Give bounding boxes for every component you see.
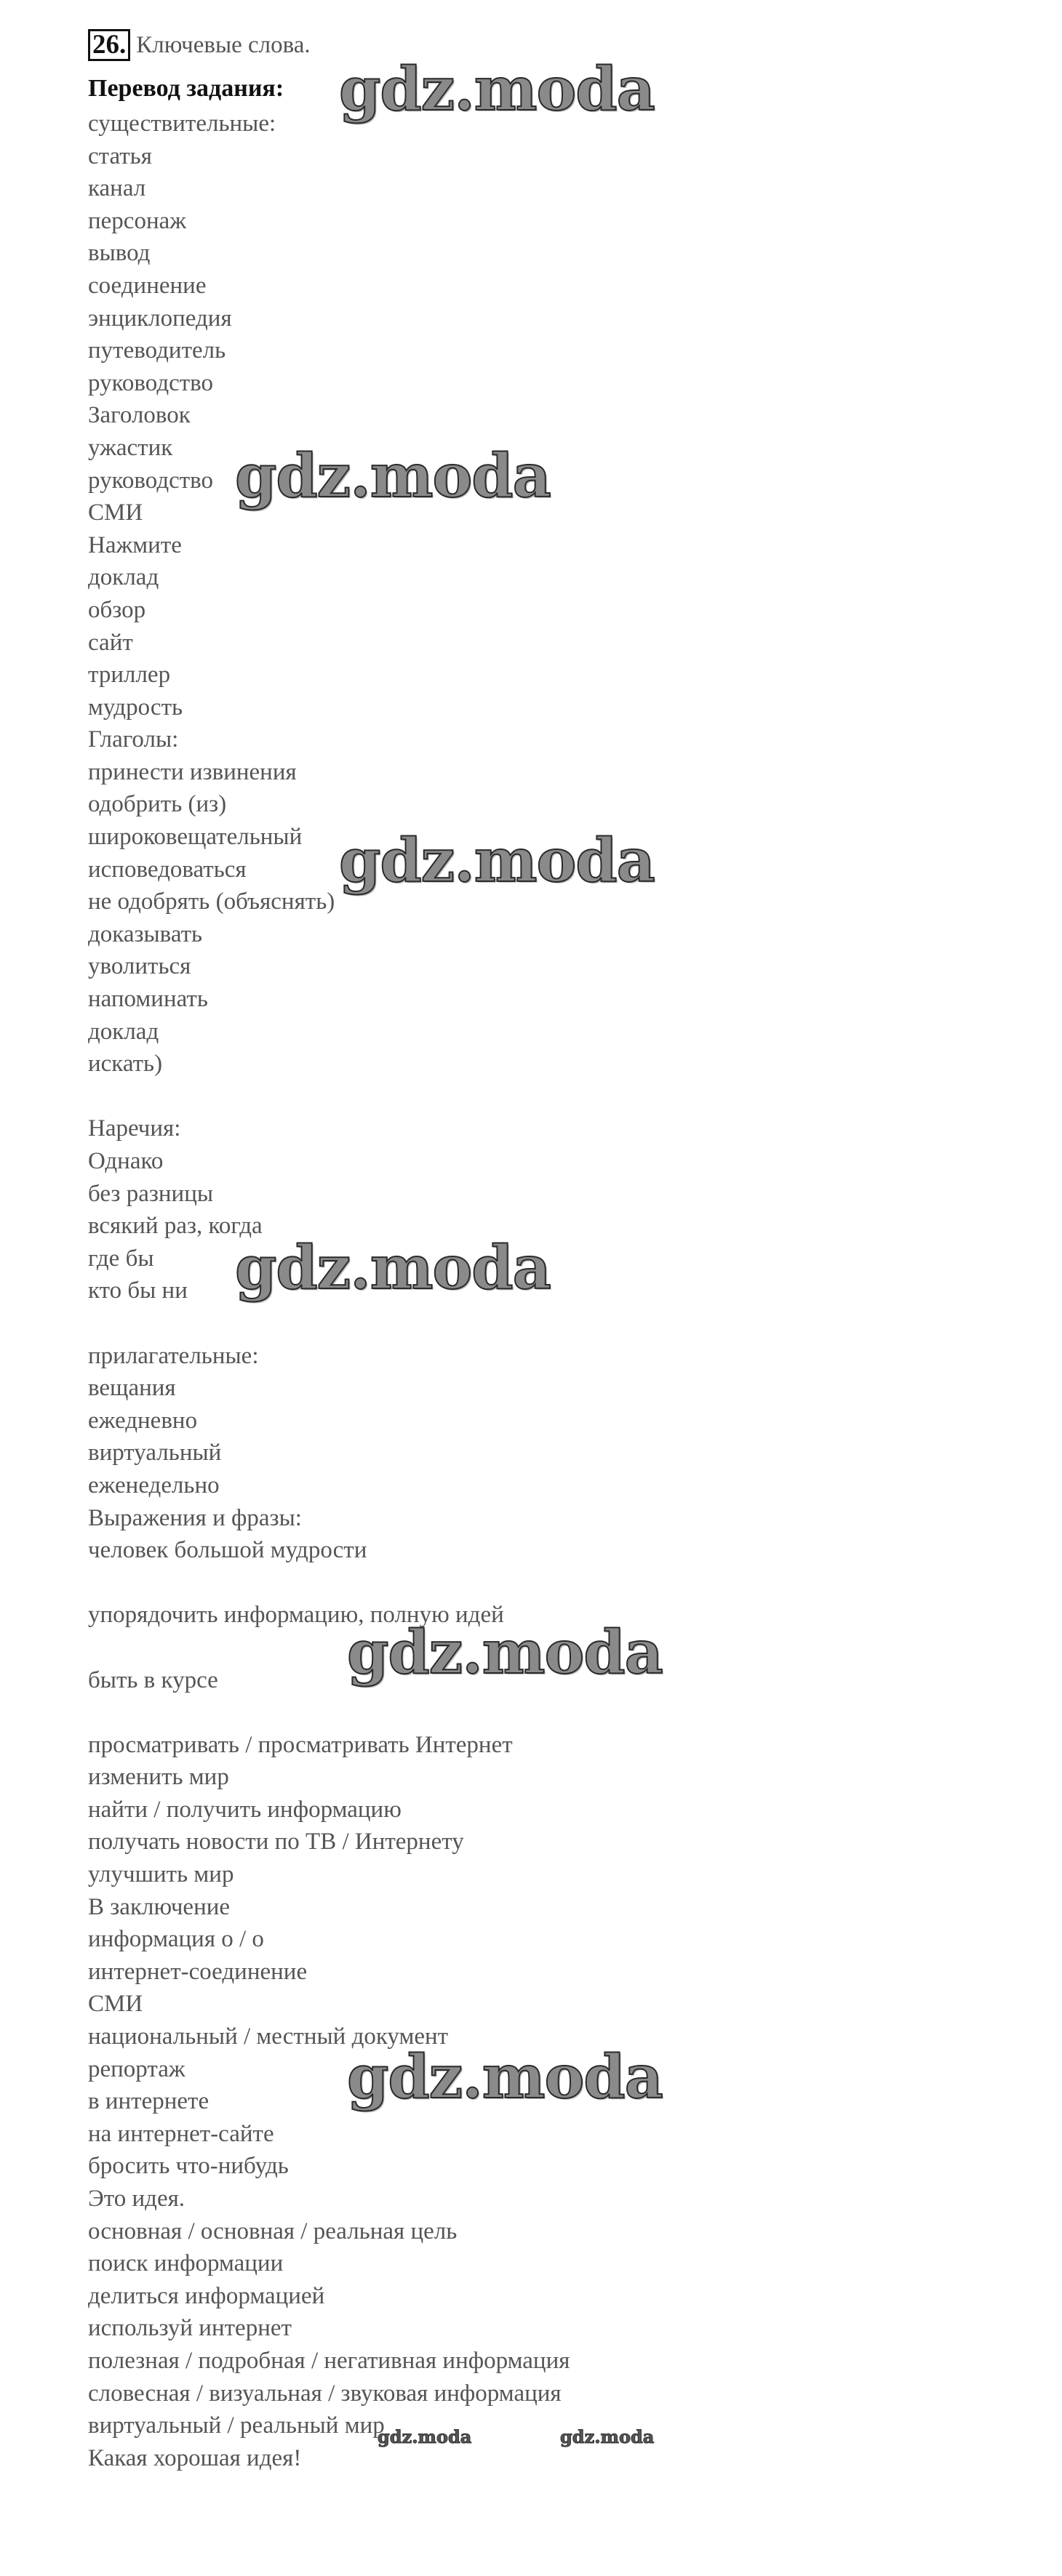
list-item: Какая хорошая идея! [88,2444,302,2471]
list-item: еженедельно [88,1472,220,1498]
list-item: вывод [88,240,151,267]
list-item: просматривать / просматривать Интернет [88,1731,513,1758]
watermark: gdz.moda [235,1233,551,1303]
watermark: gdz.moda [347,1618,663,1688]
blank-line [88,1567,961,1600]
blank-line [88,1632,961,1664]
watermark: gdz.moda [560,2426,655,2447]
list-item: путеводитель [88,337,226,364]
list-item: используй интернет [88,2315,292,2342]
exercise-title: Ключевые слова. [136,31,311,58]
list-item: репортаж [88,2055,185,2082]
list-item: быть в курсе [88,1666,218,1693]
list-item: В заключение [88,1893,231,1920]
list-item: СМИ [88,1991,143,2018]
list-item: национальный / местный документ [88,2023,449,2050]
list-item: Заголовок [88,402,191,429]
blank-line [88,1696,961,1729]
list-item: триллер [88,662,171,689]
exercise-number: 26. [88,29,130,61]
list-item: персонаж [88,207,187,234]
list-item: исповедоваться [88,856,247,883]
list-item: обзор [88,596,146,623]
list-item: всякий раз, когда [88,1213,263,1240]
translation-label: Перевод задания: [88,75,284,102]
watermark: gdz.moda [347,2042,663,2112]
list-item: существительные: [88,111,276,137]
list-item: без разницы [88,1180,214,1207]
list-item: ужастик [88,434,173,461]
list-item: Однако [88,1148,164,1174]
list-item: не одобрять (объяснять) [88,888,335,915]
list-item: СМИ [88,499,143,526]
list-item: широковещательный [88,824,303,851]
document-page [88,28,961,2474]
watermark: gdz.moda [339,55,655,124]
list-item: руководство [88,467,214,494]
watermark: gdz.moda [339,826,655,896]
list-item: энциклопедия [88,305,232,332]
blank-line [88,1307,961,1340]
list-item: доклад [88,564,159,591]
list-item: бросить что-нибудь [88,2153,289,2180]
list-item: вещания [88,1375,176,1402]
list-item: получать новости по ТВ / Интернету [88,1829,464,1855]
watermark: gdz.moda [378,2426,472,2447]
list-item: доклад [88,1018,159,1045]
list-item: принести извинения [88,758,297,785]
list-item: Выражения и фразы: [88,1504,302,1531]
list-item: основная / основная / реальная цель [88,2218,458,2244]
list-item: статья [88,143,152,169]
list-item: делиться информацией [88,2282,325,2309]
list-item: словесная / визуальная / звуковая информация [88,2380,562,2407]
list-item: поиск информации [88,2250,284,2277]
list-item: Это идея. [88,2186,185,2212]
list-item: виртуальный [88,1440,222,1466]
list-item: уволиться [88,953,191,980]
list-item: напоминать [88,986,208,1013]
list-item: прилагательные: [88,1342,259,1369]
list-item: канал [88,175,146,202]
word-list [88,108,961,2474]
list-item: найти / получить информацию [88,1796,402,1823]
list-item: кто бы ни [88,1277,188,1304]
list-item: доказывать [88,920,203,947]
list-item: соединение [88,272,207,299]
list-item: упорядочить информацию, полную идей [88,1602,504,1629]
list-item: интернет-соединение [88,1958,308,1985]
list-item: ежедневно [88,1407,198,1434]
list-item: виртуальный / реальный мир [88,2412,385,2439]
blank-line [88,1080,961,1113]
list-item: Нажмите [88,531,182,558]
list-item: искать) [88,1051,163,1078]
watermark: gdz.moda [235,441,551,511]
list-item: одобрить (из) [88,791,227,818]
list-item: человек большой мудрости [88,1537,367,1564]
list-item: на интернет-сайте [88,2120,274,2147]
list-item: мудрость [88,694,183,721]
exercise-header [88,28,961,63]
list-item: в интернете [88,2088,209,2115]
list-item: информация о / о [88,1926,264,1953]
list-item: руководство [88,369,214,396]
list-item: где бы [88,1245,154,1272]
list-item: сайт [88,629,133,656]
list-item: Глаголы: [88,726,179,753]
list-item: изменить мир [88,1764,229,1791]
list-item: улучшить мир [88,1861,234,1888]
list-item: Наречия: [88,1115,181,1142]
list-item: полезная / подробная / негативная информация [88,2347,570,2374]
